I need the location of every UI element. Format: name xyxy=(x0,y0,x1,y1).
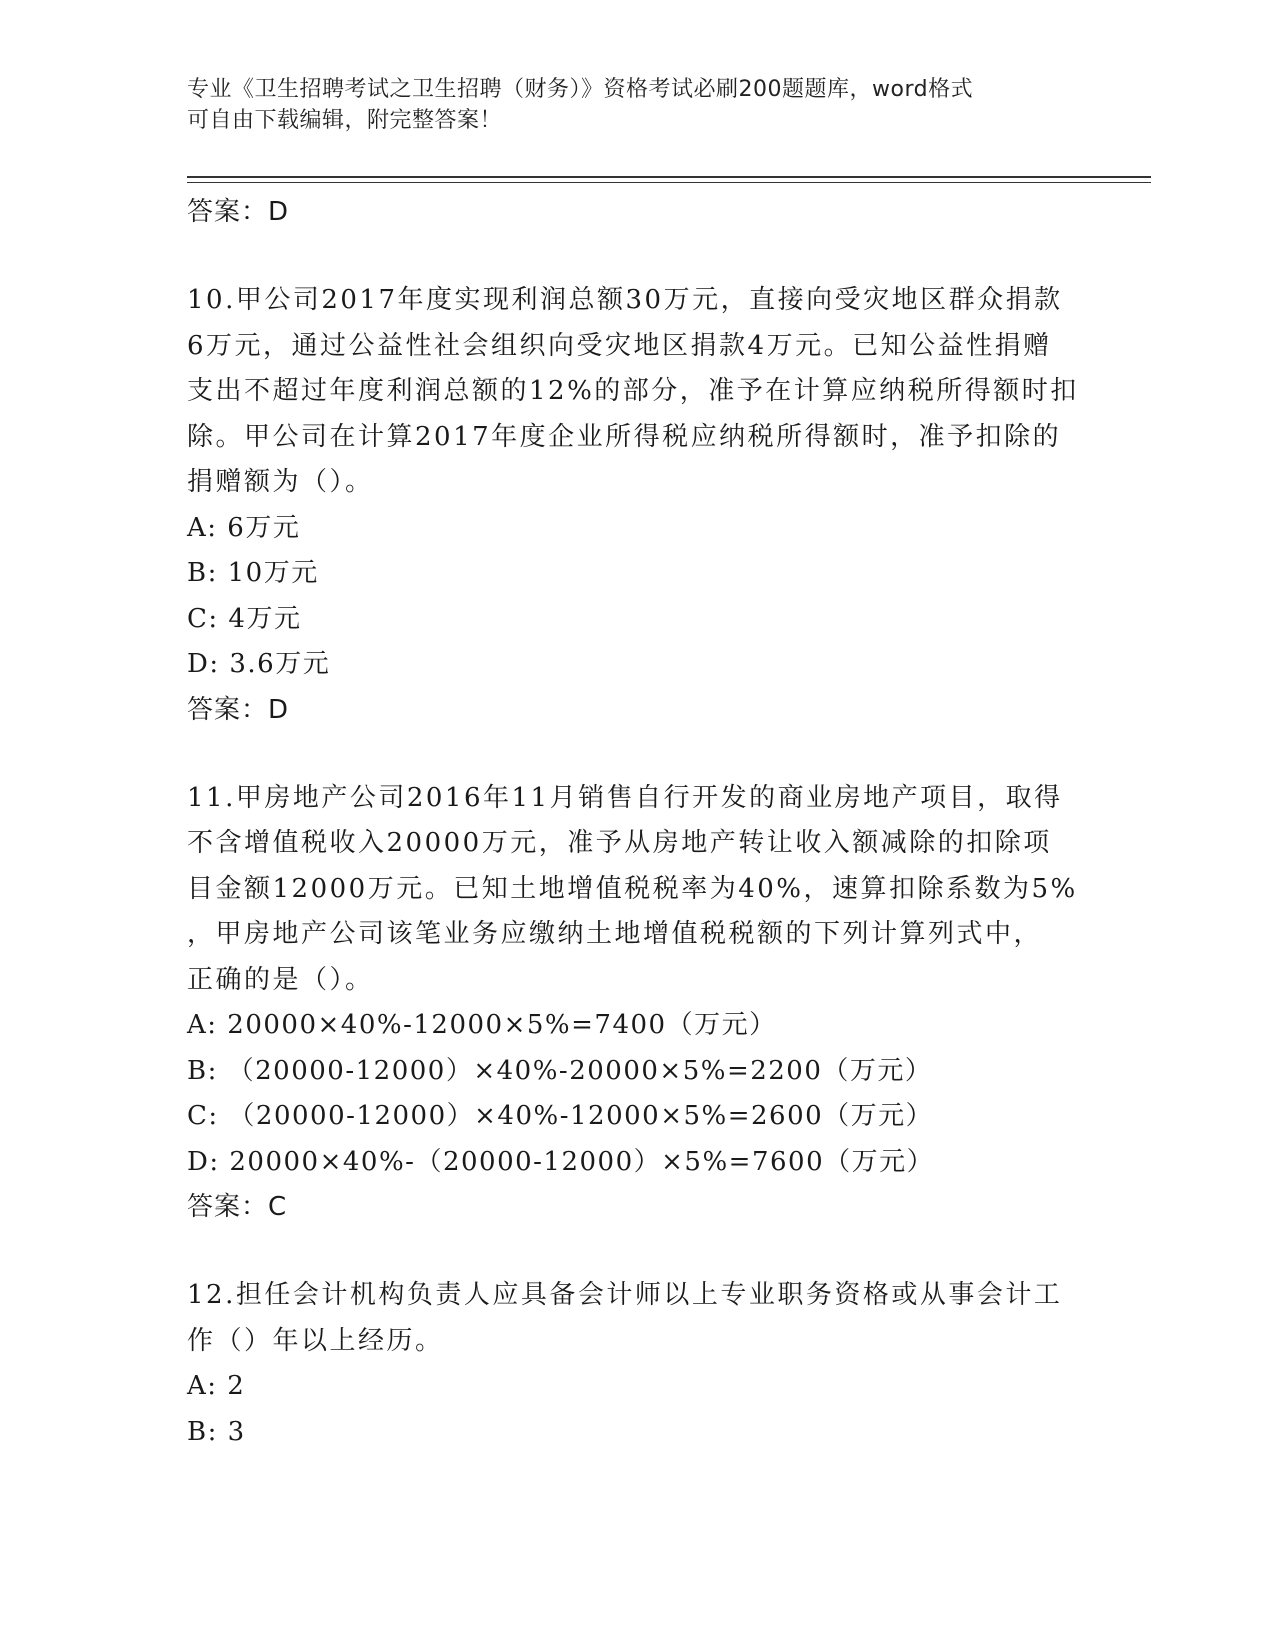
answer: 答案：D xyxy=(187,694,290,725)
option-a: A: 2 xyxy=(187,1371,246,1401)
question-12 xyxy=(187,1273,1087,1455)
option-a: A: 6万元 xyxy=(187,512,301,543)
question-line: 作（）年以上经历。 xyxy=(187,1325,444,1356)
option-c: C: 4万元 xyxy=(187,603,302,634)
question-line: 正确的是（）。 xyxy=(187,964,374,995)
question-line: 不含增值税收入20000万元，准予从房地产转让收入额减除的扣除项 xyxy=(187,828,1052,858)
question-line: 11.甲房地产公司2016年11月销售自行开发的商业房地产项目，取得 xyxy=(187,782,1063,813)
header-divider-thin xyxy=(187,182,1151,183)
question-text xyxy=(187,278,1087,506)
page-header xyxy=(187,74,1087,136)
question-line: 12.担任会计机构负责人应具备会计师以上专业职务资格或从事会计工 xyxy=(187,1280,1063,1310)
option-b: B: （20000-12000）×40%-20000×5%=2200（万元） xyxy=(187,1055,933,1086)
question-text xyxy=(187,776,1087,1004)
question-10 xyxy=(187,278,1087,732)
question-line: 6万元，通过公益性社会组织向受灾地区捐款4万元。已知公益性捐赠 xyxy=(187,330,1052,361)
header-divider-thick xyxy=(187,176,1151,178)
question-line: 捐赠额为（）。 xyxy=(187,467,374,497)
option-d: D: 3.6万元 xyxy=(187,649,331,679)
option-a: A: 20000×40%-12000×5%=7400（万元） xyxy=(187,1010,777,1040)
question-line: ，甲房地产公司该笔业务应缴纳土地增值税税额的下列计算列式中， xyxy=(187,919,1043,949)
option-d: D: 20000×40%-（20000-12000）×5%=7600（万元） xyxy=(187,1146,935,1177)
previous-answer: 答案：D xyxy=(187,197,290,227)
question-line: 目金额12000万元。已知土地增值税税率为40%，速算扣除系数为5% xyxy=(187,873,1078,904)
question-11 xyxy=(187,776,1087,1230)
answer: 答案：C xyxy=(187,1192,288,1222)
header-line-2: 可自由下载编辑，附完整答案！ xyxy=(187,108,503,133)
question-text xyxy=(187,1273,1087,1364)
question-line: 10.甲公司2017年度实现利润总额30万元，直接向受灾地区群众捐款 xyxy=(187,285,1063,315)
question-line: 支出不超过年度利润总额的12%的部分，准予在计算应纳税所得额时扣 xyxy=(187,376,1079,406)
option-c: C: （20000-12000）×40%-12000×5%=2600（万元） xyxy=(187,1101,934,1131)
question-content xyxy=(187,190,1087,1455)
header-line-1: 专业《卫生招聘考试之卫生招聘（财务）》资格考试必刷200题题库，word格式 xyxy=(187,77,974,102)
option-b: B: 10万元 xyxy=(187,558,319,588)
question-line: 除。甲公司在计算2017年度企业所得税应纳税所得额时，准予扣除的 xyxy=(187,421,1062,452)
option-b: B: 3 xyxy=(187,1416,246,1447)
